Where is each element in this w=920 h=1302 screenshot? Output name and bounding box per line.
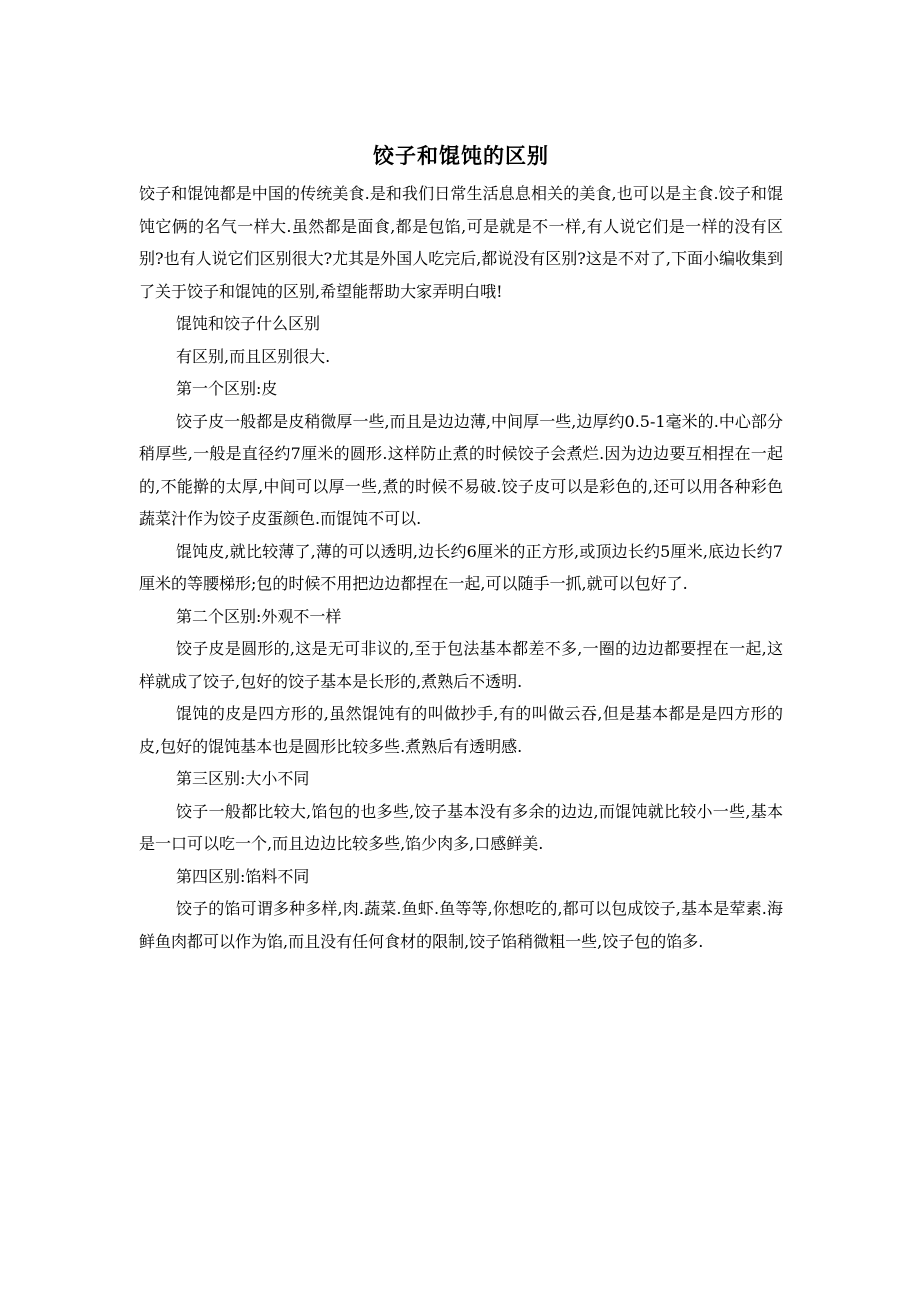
paragraph-wonton-wrapper: 馄饨皮,就比较薄了,薄的可以透明,边长约6厘米的正方形,或顶边长约5厘米,底边长约7厘米的等腰梯形;包的时候不用把边边都捏在一起,可以随手一抓,就可以包好了.	[139, 541, 783, 593]
paragraph-size: 饺子一般都比较大,馅包的也多些,饺子基本没有多余的边边,而馄饨就比较小一些,基本是一口可以吃一个,而且边边比较多些,馅少肉多,口感鲜美.	[139, 801, 783, 853]
paragraph-filling: 饺子的馅可谓多种多样,肉.蔬菜.鱼虾.鱼等等,你想吃的,都可以包成饺子,基本是荤素.海鲜鱼肉都可以作为馅,而且没有任何食材的限制,饺子馅稍微粗一些,饺子包的馅多.	[139, 899, 783, 951]
paragraph-intro: 饺子和馄饨都是中国的传统美食.是和我们日常生活息息相关的美食,也可以是主食.饺子和馄饨它俩的名气一样大.虽然都是面食,都是包馅,可是就是不一样,有人说它们是一样的没有区别?也有人说它们区别很大?尤其是外国人吃完后,都说没有区别?这是不对了,下面小编收集到了关于饺子和馄饨的区别,希望能帮助大家弄明白哦!	[139, 184, 783, 301]
document-page	[139, 138, 783, 958]
section-heading-third: 第三区别:大小不同	[176, 769, 310, 788]
section-heading-fourth: 第四区别:馅料不同	[176, 866, 310, 886]
section-heading-difference: 馄饨和饺子什么区别	[176, 314, 321, 333]
paragraph-dumpling-appearance: 饺子皮是圆形的,这是无可非议的,至于包法基本都差不多,一圈的边边都要捏在一起,这样就成了饺子,包好的饺子基本是长形的,煮熟后不透明.	[139, 639, 783, 691]
section-heading-first: 第一个区别:皮	[176, 379, 278, 398]
document-title: 饺子和馄饨的区别	[373, 144, 549, 168]
document-body	[139, 178, 783, 958]
paragraph-wonton-appearance: 馄饨的皮是四方形的,虽然馄饨有的叫做抄手,有的叫做云吞,但是基本都是是四方形的皮,包好的馄饨基本也是圆形比较多些.煮熟后有透明感.	[139, 704, 783, 756]
paragraph-answer: 有区别,而且区别很大.	[176, 346, 331, 366]
section-heading-second: 第二个区别:外观不一样	[176, 606, 342, 626]
paragraph-dumpling-wrapper: 饺子皮一般都是皮稍微厚一些,而且是边边薄,中间厚一些,边厚约0.5-1毫米的.中心部分稍厚些,一般是直径约7厘米的圆形.这样防止煮的时候饺子会煮烂.因为边边要互相捏在一起的,不能擀的太厚,中间可以厚一些,煮的时候不易破.饺子皮可以是彩色的,还可以用各种彩色蔬菜汁作为饺子皮蛋颜色.而馄饨不可以.	[139, 411, 783, 528]
